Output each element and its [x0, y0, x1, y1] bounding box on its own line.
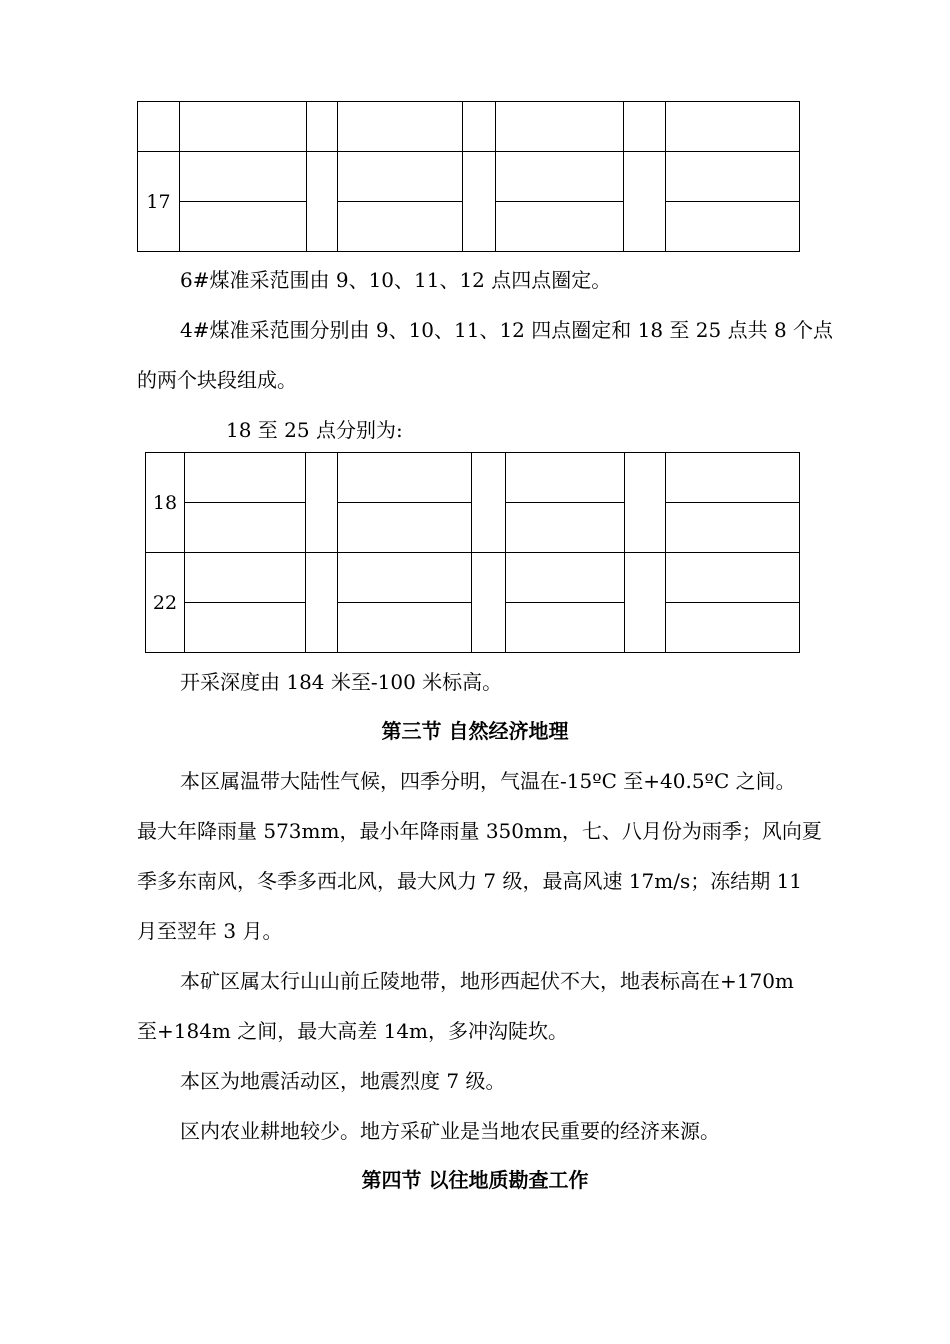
table-cell — [506, 553, 625, 603]
table-cell — [472, 553, 506, 653]
table-cell — [625, 553, 666, 653]
table-cell — [338, 453, 472, 503]
table-row — [146, 453, 800, 503]
table-cell — [666, 503, 800, 553]
table-cell — [463, 152, 496, 252]
table-cell — [666, 603, 800, 653]
table-cell — [185, 603, 306, 653]
paragraph-seismic: 本区为地震活动区，地震烈度 7 级。 — [180, 1069, 506, 1093]
paragraph-terrain-line2: 至+184m 之间，最大高差 14m，多冲沟陡坎。 — [137, 1019, 569, 1043]
table-cell — [180, 202, 307, 252]
table-cell — [625, 453, 666, 553]
section-4-heading: 第四节 以往地质勘查工作 — [361, 1168, 589, 1192]
table-cell — [185, 553, 306, 603]
point-label-cell: 17 — [138, 152, 180, 252]
table-cell — [624, 102, 666, 152]
table-cell — [496, 102, 624, 152]
table-cell — [338, 152, 463, 202]
paragraph-climate-line1: 本区属温带大陆性气候，四季分明，气温在-15ºC 至+40.5ºC 之间。 — [180, 769, 796, 793]
table-cell — [666, 453, 800, 503]
table-cell — [624, 152, 666, 252]
table-cell — [506, 453, 625, 503]
paragraph-climate-line2: 最大年降雨量 573mm，最小年降雨量 350mm，七、八月份为雨季；风向夏 — [137, 819, 822, 843]
table-cell — [463, 102, 496, 152]
paragraph-mining-depth: 开采深度由 184 米至-100 米标高。 — [180, 670, 503, 694]
table-cell — [306, 553, 338, 653]
table-cell — [185, 503, 306, 553]
table-cell — [666, 553, 800, 603]
table-row — [138, 102, 800, 152]
table-cell — [307, 102, 338, 152]
paragraph-points-intro: 18 至 25 点分别为: — [226, 418, 403, 442]
table-cell — [306, 453, 338, 553]
table-cell — [138, 102, 180, 152]
table-cell — [496, 152, 624, 202]
paragraph-climate-line3: 季多东南风，冬季多西北风，最大风力 7 级，最高风速 17m/s；冻结期 11 — [137, 869, 803, 893]
table-cell — [666, 102, 800, 152]
paragraph-4-coal-range-line1: 4#煤准采范围分别由 9、10、11、12 四点圈定和 18 至 25 点共 8 个点 — [180, 318, 834, 342]
table-cell — [506, 503, 625, 553]
table-cell — [338, 553, 472, 603]
table-cell — [496, 202, 624, 252]
section-3-heading: 第三节 自然经济地理 — [381, 719, 569, 743]
coordinate-table-2 — [145, 452, 800, 653]
table-cell — [338, 603, 472, 653]
coordinate-table-1 — [137, 101, 800, 252]
table-cell — [506, 603, 625, 653]
paragraph-economy: 区内农业耕地较少。地方采矿业是当地农民重要的经济来源。 — [180, 1119, 720, 1143]
paragraph-climate-line4: 月至翌年 3 月。 — [137, 919, 283, 943]
table-cell — [666, 202, 800, 252]
point-label-cell: 22 — [146, 553, 185, 653]
table-cell — [338, 202, 463, 252]
table-cell — [180, 102, 307, 152]
table-cell — [180, 152, 307, 202]
table-cell — [338, 102, 463, 152]
paragraph-6-coal-range: 6#煤准采范围由 9、10、11、12 点四点圈定。 — [180, 268, 612, 292]
table-row — [138, 152, 800, 202]
point-label-cell: 18 — [146, 453, 185, 553]
table-cell — [338, 503, 472, 553]
table-cell — [666, 152, 800, 202]
table-cell — [185, 453, 306, 503]
paragraph-terrain-line1: 本矿区属太行山山前丘陵地带，地形西起伏不大，地表标高在+170m — [180, 969, 794, 993]
table-cell — [307, 152, 338, 252]
table-row — [146, 553, 800, 603]
table-cell — [472, 453, 506, 553]
paragraph-4-coal-range-line2: 的两个块段组成。 — [137, 368, 297, 392]
